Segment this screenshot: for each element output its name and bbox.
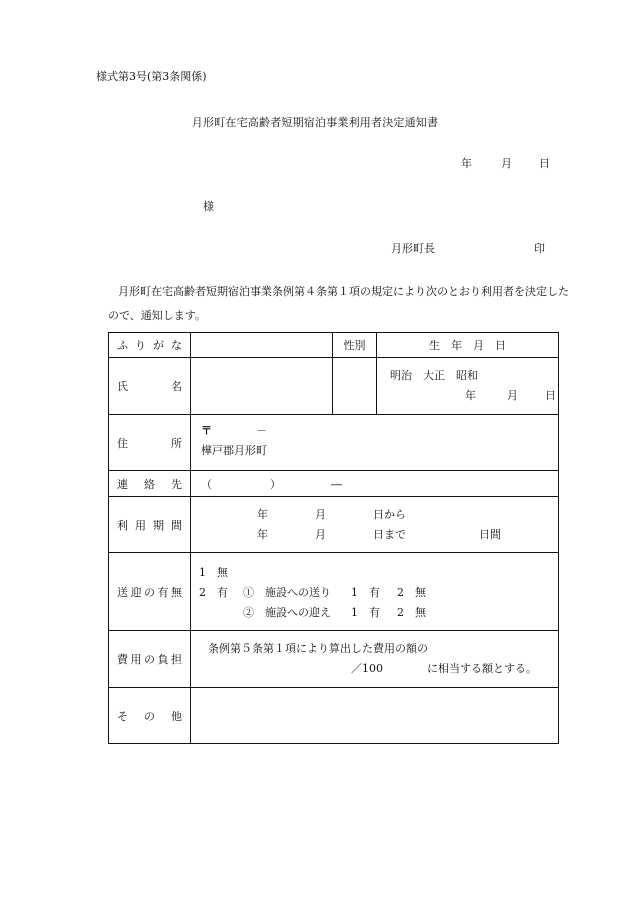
- contact-row: [109, 471, 559, 497]
- birth-year: 年: [465, 389, 476, 402]
- seal-mark: 印: [534, 242, 545, 255]
- birth-ymd: [387, 386, 558, 406]
- addressee-suffix: 様: [203, 200, 214, 213]
- birth-day: 日: [545, 389, 556, 402]
- period-from-year: 年: [257, 507, 268, 521]
- issue-date-day: 日: [539, 157, 550, 170]
- cost-field[interactable]: [191, 631, 559, 688]
- postal-mark: 〒: [201, 424, 212, 437]
- transport-label: 送迎の有無: [109, 553, 191, 631]
- other-field[interactable]: [191, 688, 559, 744]
- transport-none: 1 無: [199, 565, 228, 579]
- period-from-month: 月: [315, 507, 326, 521]
- period-row: [109, 497, 559, 553]
- issue-date-year: 年: [461, 157, 472, 170]
- period-from-day: 日から: [373, 507, 406, 521]
- document-title: 月形町在宅高齢者短期宿泊事業利用者決定通知書: [191, 116, 439, 129]
- period-to: [191, 525, 558, 545]
- notice-form-table: [108, 332, 559, 744]
- issue-date: [461, 155, 550, 171]
- send-yes: 1 有: [351, 585, 380, 599]
- era-options: 明治 大正 昭和: [390, 369, 478, 382]
- transport-send: ① 施設への送り: [243, 585, 331, 599]
- name-row: [109, 358, 559, 415]
- address-prefix: 樺戸郡月形町: [201, 444, 267, 457]
- birth-month: 月: [507, 389, 518, 402]
- contact-open-paren: （: [201, 477, 212, 491]
- period-field[interactable]: [191, 497, 559, 553]
- transport-row: [109, 553, 559, 631]
- issuer-name: 月形町長: [391, 242, 435, 255]
- furigana-field[interactable]: [191, 333, 333, 358]
- contact-field[interactable]: [191, 471, 559, 497]
- form-number: 様式第3号(第3条関係): [96, 70, 207, 83]
- pick-no: 2 無: [397, 605, 426, 619]
- issue-date-month: 月: [501, 157, 512, 170]
- period-days: 日間: [479, 527, 501, 541]
- contact-label: 連絡先: [109, 471, 191, 497]
- other-label: その他: [109, 688, 191, 744]
- birth-date-header: 生 年 月 日: [377, 333, 559, 358]
- notice-body: 月形町在宅高齢者短期宿泊事業条例第４条第１項の規定により次のとおり利用者を決定したので、通知します。: [108, 285, 569, 322]
- pick-yes: 1 有: [351, 605, 380, 619]
- gender-label: 性別: [333, 333, 377, 358]
- cost-fraction: ／100: [351, 662, 383, 675]
- name-label: 氏名: [109, 358, 191, 415]
- period-from: [191, 505, 558, 525]
- send-no: 2 無: [397, 585, 426, 599]
- postal-dash: －: [256, 424, 267, 437]
- cost-line1: 条例第５条第１項により算出した費用の額の: [208, 642, 428, 655]
- period-to-day: 日まで: [373, 527, 406, 541]
- cost-label: 費用の負担: [109, 631, 191, 688]
- birth-date-field[interactable]: [377, 358, 559, 415]
- gender-field[interactable]: [333, 358, 377, 415]
- furigana-label: ふりがな: [109, 333, 191, 358]
- furigana-row: [109, 333, 559, 358]
- address-field[interactable]: [191, 415, 559, 471]
- cost-row: [109, 631, 559, 688]
- contact-close-paren: ）: [270, 477, 281, 491]
- cost-line2: に相当する額とする。: [427, 662, 537, 675]
- contact-dash: ―: [331, 477, 342, 491]
- period-to-year: 年: [257, 527, 268, 541]
- transport-yes: 2 有: [199, 585, 228, 599]
- address-row: [109, 415, 559, 471]
- period-label: 利用期間: [109, 497, 191, 553]
- address-label: 住所: [109, 415, 191, 471]
- period-to-month: 月: [315, 527, 326, 541]
- name-field[interactable]: [191, 358, 333, 415]
- other-row: [109, 688, 559, 744]
- transport-field[interactable]: [191, 553, 559, 631]
- transport-pick: ② 施設への迎え: [243, 605, 331, 619]
